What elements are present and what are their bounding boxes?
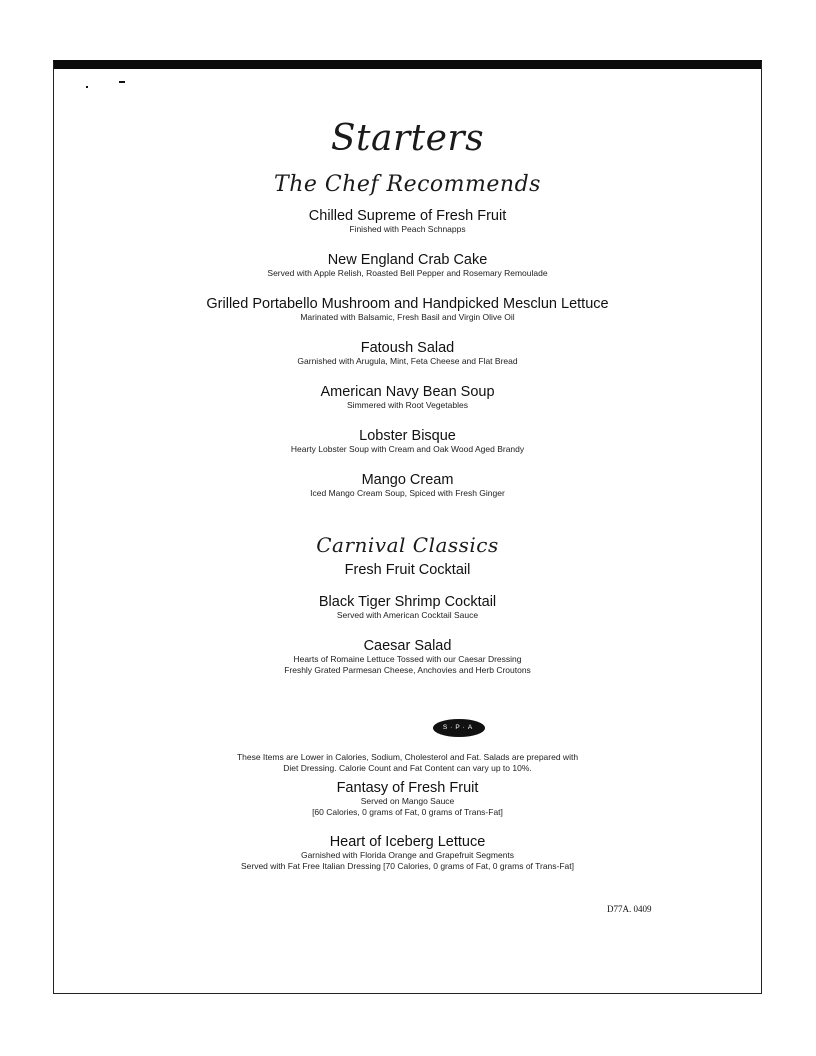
item-name: Grilled Portabello Mushroom and Handpicked Mesclun Lettuce <box>206 296 609 312</box>
menu-item <box>53 296 762 323</box>
scan-speck <box>86 86 88 88</box>
menu-item <box>53 562 762 578</box>
chef-recommends-heading: The Chef Recommends <box>274 172 541 197</box>
menu-title: Starters <box>330 118 485 159</box>
item-description: Iced Mango Cream Soup, Spiced with Fresh Ginger <box>310 488 505 498</box>
item-name: Caesar Salad <box>363 638 452 654</box>
item-description: Freshly Grated Parmesan Cheese, Anchovies and Herb Croutons <box>284 665 531 675</box>
item-name: Black Tiger Shrimp Cocktail <box>318 594 497 610</box>
item-nutrition: Served with Fat Free Italian Dressing [70 Calories, 0 grams of Fat, 0 grams of Trans-Fat] <box>240 861 575 871</box>
menu-item <box>53 472 762 499</box>
item-name: Heart of Iceberg Lettuce <box>329 834 486 850</box>
item-description: Marinated with Balsamic, Fresh Basil and Virgin Olive Oil <box>300 312 515 322</box>
item-description: Hearty Lobster Soup with Cream and Oak Wood Aged Brandy <box>290 444 525 454</box>
scan-speck <box>119 81 125 83</box>
spa-note <box>53 752 762 774</box>
item-description: Served on Mango Sauce <box>360 796 455 806</box>
item-description: Garnished with Florida Orange and Grapefruit Segments <box>300 850 515 860</box>
carnival-classics-heading: Carnival Classics <box>316 533 499 557</box>
item-name: New England Crab Cake <box>327 252 488 268</box>
item-nutrition: [60 Calories, 0 grams of Fat, 0 grams of Trans-Fat] <box>312 807 503 817</box>
menu-item <box>53 834 762 872</box>
spa-logo: S·P·A <box>433 719 485 737</box>
item-description: Served with American Cocktail Sauce <box>336 610 479 620</box>
item-name: Fantasy of Fresh Fruit <box>336 780 479 796</box>
item-description: Served with Apple Relish, Roasted Bell Pepper and Rosemary Remoulade <box>267 268 548 278</box>
spa-note-line: These Items are Lower in Calories, Sodium, Cholesterol and Fat. Salads are prepared with <box>236 752 579 762</box>
menu-item <box>53 384 762 411</box>
spa-note-line: Diet Dressing. Calorie Count and Fat Content can vary up to 10%. <box>283 763 532 773</box>
menu-item <box>53 340 762 367</box>
menu-item <box>53 208 762 235</box>
menu-item <box>53 594 762 621</box>
item-description: Hearts of Romaine Lettuce Tossed with our Caesar Dressing <box>293 654 522 664</box>
menu-code: D77A. 0409 <box>607 904 652 914</box>
item-name: Fresh Fruit Cocktail <box>344 562 471 578</box>
item-name: Mango Cream <box>361 472 454 488</box>
item-name: Fatoush Salad <box>360 340 455 356</box>
menu-item <box>53 780 762 818</box>
item-name: Lobster Bisque <box>359 428 456 444</box>
item-description: Simmered with Root Vegetables <box>347 400 468 410</box>
menu-item <box>53 428 762 455</box>
menu-item <box>53 638 762 676</box>
item-name: American Navy Bean Soup <box>320 384 495 400</box>
item-name: Chilled Supreme of Fresh Fruit <box>308 208 507 224</box>
item-description: Finished with Peach Schnapps <box>349 224 466 234</box>
item-description: Garnished with Arugula, Mint, Feta Cheese and Flat Bread <box>297 356 518 366</box>
menu-item <box>53 252 762 279</box>
